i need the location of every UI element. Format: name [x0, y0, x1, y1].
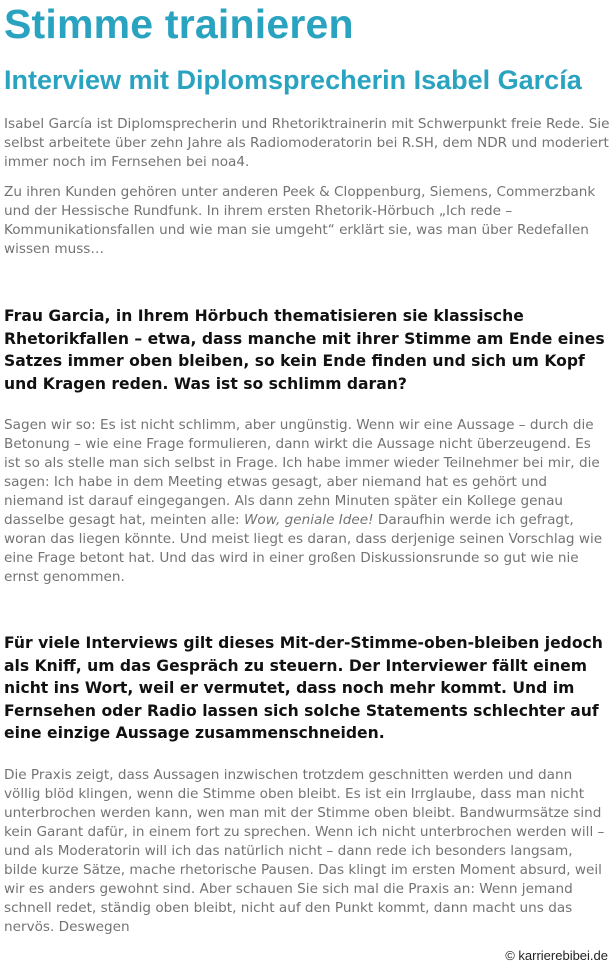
answer-1-text-end: Daraufhin werde ich gefragt, woran das liegen könnte. Und meist liegt es daran, dass derjenige seinen Vorschlag wie eine Frage betont hat. Und das wird in einer großen Diskussionsrunde so gut wie nie ernst genommen. [4, 512, 603, 585]
page-title: Stimme trainieren [4, 1, 354, 47]
answer-1-italic-quote: Wow, geniale Idee! [243, 512, 374, 528]
intro-paragraph-2: Zu ihren Kunden gehören unter anderen Peek & Cloppenburg, Siemens, Commerzbank und der Hessische Rundfunk. In ihrem ersten Rhetorik-Hörbuch „Ich rede – Kommunikationsfallen und wie man sie umgeht“ erklärt sie, was man über Redefallen wissen muss… [4, 184, 596, 257]
interview-answer-1 [4, 416, 610, 587]
article [4, 0, 610, 937]
interview-question-1: Frau Garcia, in Ihrem Hörbuch thematisieren sie klassische Rhetorikfallen – etwa, dass manche mit ihrer Stimme am Ende eines Satzes immer oben bleiben, so kein Ende finden und sich um Kopf und Kragen reden. Was ist so schlimm daran? [4, 307, 605, 393]
interview-question-2: Für viele Interviews gilt dieses Mit-der-Stimme-oben-bleiben jedoch als Kniff, um das Gespräch zu steuern. Der Interviewer fällt einem nicht ins Wort, weil er vermutet, dass noch mehr kommt. Und im Fernsehen oder Radio lassen sich solche Statements schlechter auf eine einzige Aussage zusammenschneiden. [4, 634, 603, 742]
interview-answer-2: Die Praxis zeigt, dass Aussagen inzwischen trotzdem geschnitten werden und dann völlig blöd klingen, wenn die Stimme oben bleibt. Es ist ein Irrglaube, dass man nicht unterbrochen werden kann, wen man mit der Stimme oben bleibt. Bandwurmsätze sind kein Garant dafür, in einem fort zu sprechen. Wenn ich nicht unterbrochen werden will – und als Moderatorin will ich das natürlich nicht – dann rede ich besonders langsam, bilde kurze Sätze, mache rhetorische Pausen. Das klingt im ersten Moment absurd, weil wir es anders gewohnt sind. Aber schauen Sie sich mal die Praxis an: Wenn jemand schnell redet, ständig oben bleibt, nicht auf den Punkt kommt, dann macht uns das nervös. Deswegen [4, 766, 605, 935]
answer-1-text-start: Sagen wir so: Es ist nicht schlimm, aber ungünstig. Wenn wir eine Aussage – durch die Betonung – wie eine Frage formulieren, dann wirkt die Aussage nicht überzeugend. Es ist so als stelle man sich selbst in Frage. Ich habe immer wieder Teilnehmer bei mir, die sagen: Ich habe in dem Meeting etwas gesagt, aber niemand hat es gehört und niemand ist darauf eingegangen. Als dann zehn Minuten später ein Kollege genau dasselbe gesagt hat, meinten alle: [4, 417, 600, 528]
intro-paragraph-1: Isabel García ist Diplomsprecherin und Rhetoriktrainerin mit Schwerpunkt freie Rede. Sie selbst arbeitete über zehn Jahre als Radiomoderatorin bei R.SH, dem NDR und moderiert immer noch im Fernsehen bei noa4. [4, 116, 610, 170]
copyright-notice: © karrierebibei.de [505, 948, 608, 963]
page-subtitle: Interview mit Diplomsprecherin Isabel García [4, 65, 582, 95]
